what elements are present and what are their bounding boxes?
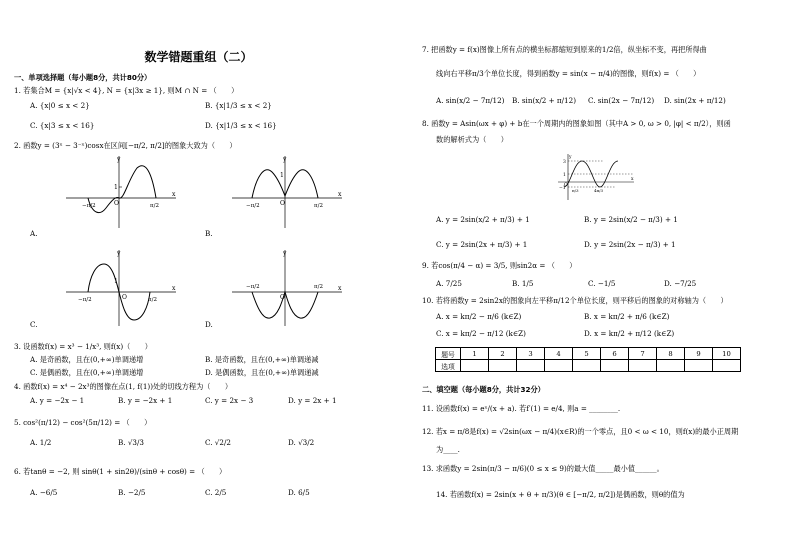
q9-option-b: B. 1/5	[512, 279, 534, 288]
q2c-pi2: π/2	[148, 297, 157, 303]
q2-option-b: B.	[205, 229, 213, 238]
q3-option-b: B. 是奇函数，且在(0,+∞)单调递减	[205, 355, 319, 364]
answer-cell[interactable]	[685, 360, 713, 372]
table-cell-number: 5	[573, 348, 601, 360]
table-cell-number: 2	[489, 348, 517, 360]
q2b-one: 1	[280, 172, 284, 179]
q1-option-c: C. {x|3 ≤ x < 16}	[30, 121, 95, 130]
table-cell-number: 1	[461, 348, 489, 360]
q5-option-d: D. √3/2	[288, 438, 315, 447]
q10-option-b: B. x = kπ/2 + π/6 (k∈Z)	[584, 312, 670, 321]
q12-line1: 12. 若x = π/8是f(x) = √2sin(ωx − π/4)(x∈R)的一个零点，且0 < ω < 10，则f(x)的最小正周期	[422, 427, 739, 436]
q8g-neg-one: −1	[559, 186, 566, 191]
table-head-number: 题号	[436, 348, 461, 360]
q2-option-a: A.	[30, 229, 38, 238]
q2b-origin: O	[280, 200, 285, 207]
q10-stem: 10. 若将函数y = 2sin2x的图象向左平移π/12个单位长度，则平移后的图象的对称轴为（ ）	[422, 296, 728, 305]
q6-option-a: A. −6/5	[30, 488, 58, 497]
answer-cell[interactable]	[573, 360, 601, 372]
q2-graph-d	[228, 246, 348, 330]
q8-option-c: C. y = 2sin(2x + π/3) + 1	[436, 240, 528, 249]
q5-option-a: A. 1/2	[30, 438, 52, 447]
answer-cell[interactable]	[489, 360, 517, 372]
q8g-x: x	[631, 177, 634, 182]
q8g-y: y	[569, 155, 572, 160]
q8g-4pi3: 4π/3	[594, 188, 604, 193]
section-heading-choice: 一、单项选择题（每小题8分，共计80分）	[14, 73, 152, 82]
table-cell-number: 10	[713, 348, 741, 360]
q8-line1: 8. 函数y = Asin(ωx + φ) + b在一个周期内的图象如图（其中A > 0, ω > 0, |φ| < π/2），则函	[422, 119, 731, 128]
q2-graph-b	[228, 152, 348, 232]
q3-stem: 3. 设函数f(x) = x³ − 1/x³, 则f(x)（ ）	[14, 342, 152, 351]
q2-option-c: C.	[30, 320, 38, 329]
table-cell-number: 3	[517, 348, 545, 360]
q1-stem: 1. 若集合M = {x|√x < 4}, N = {x|3x ≥ 1}, 则M ∩ N = （ ）	[14, 86, 239, 95]
q2b-pi2: π/2	[314, 203, 323, 209]
answer-cell[interactable]	[629, 360, 657, 372]
q9-stem: 9. 若cos(π/4 − α) = 3/5, 则sin2α = （ ）	[422, 261, 577, 270]
q7-option-d: D. sin(2x + π/12)	[664, 96, 726, 105]
q8g-pi3: π/3	[572, 188, 579, 193]
q5-option-b: B. √3/3	[118, 438, 144, 447]
answer-cell[interactable]	[713, 360, 741, 372]
table-cell-number: 8	[657, 348, 685, 360]
table-cell-number: 9	[685, 348, 713, 360]
q1-option-d: D. {x|1/3 ≤ x < 16}	[205, 121, 277, 130]
q2c-y-label: y	[117, 250, 121, 257]
answer-cell[interactable]	[657, 360, 685, 372]
q2b-x-label: x	[338, 191, 342, 198]
q3-option-a: A. 是奇函数，且在(0,+∞)单调递增	[30, 355, 144, 364]
q14: 14. 若函数f(x) = 2sin(x + θ + π/3)(θ ∈ [−π/2, π/2])是偶函数，则θ的值为	[436, 490, 685, 499]
q4-option-d: D. y = 2x + 1	[288, 396, 337, 405]
q2d-pi2: π/2	[314, 284, 323, 290]
q10-option-c: C. x = kπ/2 − π/12 (k∈Z)	[436, 329, 526, 338]
q2a-one: 1	[114, 184, 118, 191]
q4-stem: 4. 函数f(x) = x⁴ − 2x³的图像在点(1, f(1))处的切线方程为（ ）	[14, 382, 233, 391]
q8g-origin: O	[564, 183, 568, 188]
q2a-pi2: π/2	[150, 203, 159, 209]
q11: 11. 设函数f(x) = eˣ/(x + a). 若f′(1) = e/4, 则a = ________.	[422, 404, 621, 413]
q2d-y-label: y	[283, 250, 287, 257]
q9-option-c: C. −1/5	[588, 279, 616, 288]
q6-option-b: B. −2/5	[118, 488, 146, 497]
q2-option-d: D.	[205, 320, 213, 329]
q7-option-a: A. sin(x/2 − 7π/12)	[436, 96, 505, 105]
q5-stem: 5. cos²(π/12) − cos²(5π/12) = （ ）	[14, 418, 152, 427]
q8-option-b: B. y = 2sin(x/2 − π/3) + 1	[584, 215, 678, 224]
answer-table-row-options	[436, 360, 741, 372]
q2c-origin: O	[122, 294, 127, 301]
q8-line2: 数的解析式为（ ）	[436, 135, 508, 144]
q2c-x-label: x	[172, 285, 176, 292]
q3-option-c: C. 是偶函数，且在(0,+∞)单调递增	[30, 368, 144, 377]
q4-option-a: A. y = −2x − 1	[30, 396, 85, 405]
answer-cell[interactable]	[545, 360, 573, 372]
q8-option-d: D. y = 2sin(2x − π/3) + 1	[584, 240, 676, 249]
answer-table	[435, 347, 741, 372]
q9-option-d: D. −7/25	[664, 279, 697, 288]
table-cell-number: 4	[545, 348, 573, 360]
q1-option-a: A. {x|0 ≤ x < 2}	[30, 101, 90, 110]
q3-option-d: D. 是偶函数，且在(0,+∞)单调递减	[205, 368, 319, 377]
q2d-x-label: x	[338, 285, 342, 292]
q6-option-c: C. 2/5	[205, 488, 227, 497]
q7-line1: 7. 把函数y = f(x)图像上所有点的横坐标都缩短到原来的1/2倍，纵坐标不变，再把所得曲	[422, 45, 707, 54]
page-title: 数学错题重组（二）	[144, 50, 253, 64]
answer-cell[interactable]	[461, 360, 489, 372]
q8g-three: 3	[563, 160, 566, 165]
q2-graph-c	[62, 246, 182, 330]
section-heading-fill: 二、填空题（每小题8分，共计32分）	[422, 385, 545, 394]
q2a-y-label: y	[117, 156, 121, 163]
answer-cell[interactable]	[601, 360, 629, 372]
q5-option-c: C. √2/2	[205, 438, 231, 447]
q13: 13. 求函数y = 2sin(π/3 − π/6)(0 ≤ x ≤ 9)的最大值_____最小值______。	[422, 464, 664, 473]
q2a-neg-pi2: −π/2	[82, 203, 96, 209]
q12-line2: 为____.	[436, 445, 460, 454]
answer-table-row-numbers	[436, 348, 741, 360]
q2-graph-a	[62, 152, 182, 232]
answer-cell[interactable]	[517, 360, 545, 372]
q2c-neg-pi2: −π/2	[78, 297, 92, 303]
q10-option-a: A. x = kπ/2 − π/6 (k∈Z)	[436, 312, 522, 321]
q2a-x-label: x	[172, 191, 176, 198]
q10-option-d: D. x = kπ/2 + π/12 (k∈Z)	[584, 329, 675, 338]
table-cell-number: 7	[629, 348, 657, 360]
q2d-origin: O	[280, 294, 285, 301]
q4-option-c: C. y = 2x − 3	[205, 396, 254, 405]
q6-stem: 6. 若tanθ = −2, 则 sinθ(1 + sin2θ)/(sinθ + cosθ) = （ ）	[14, 467, 227, 476]
table-cell-number: 6	[601, 348, 629, 360]
q9-option-a: A. 7/25	[436, 279, 462, 288]
q7-line2: 线向右平移π/3个单位长度，得到函数y = sin(x − π/4)的图像，则f(x) = （ ）	[436, 69, 701, 78]
q8-graph	[556, 152, 636, 202]
q2a-origin: O	[114, 200, 119, 207]
q2c-one: 1	[114, 278, 118, 285]
q7-option-c: C. sin(2x − 7π/12)	[588, 96, 655, 105]
q2d-neg-pi2: −π/2	[246, 284, 260, 290]
q2b-neg-pi2: −π/2	[246, 203, 260, 209]
q8g-one: 1	[563, 173, 566, 178]
q2-stem: 2. 函数y = (3ˣ − 3⁻ˣ)cosx在区间[−π/2, π/2]的图象大致为（ ）	[14, 141, 237, 150]
q8-option-a: A. y = 2sin(x/2 + π/3) + 1	[436, 215, 530, 224]
q7-option-b: B. sin(x/2 + π/12)	[512, 96, 577, 105]
q2b-y-label: y	[283, 156, 287, 163]
q6-option-d: D. 6/5	[288, 488, 310, 497]
q1-option-b: B. {x|1/3 ≤ x < 2}	[205, 101, 272, 110]
table-head-option: 选项	[436, 360, 461, 372]
q4-option-b: B. y = −2x + 1	[118, 396, 173, 405]
